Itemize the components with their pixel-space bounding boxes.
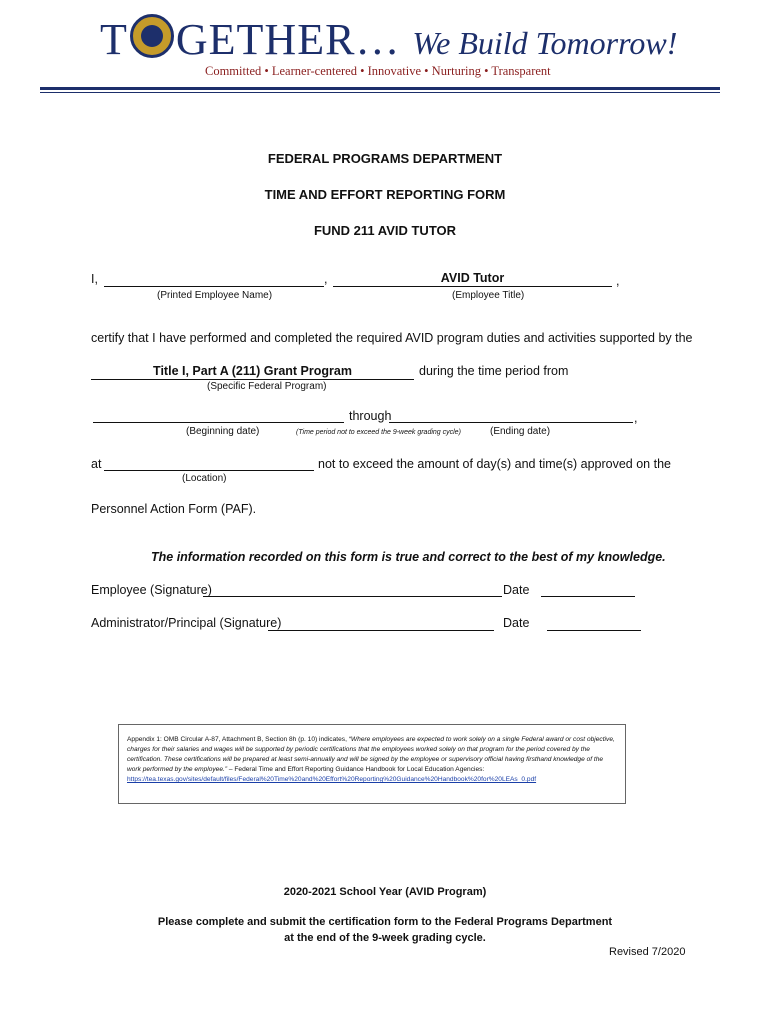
instruction-line-1: Please complete and submit the certification form to the Federal Programs Department bbox=[157, 916, 613, 928]
appendix-tail: – Federal Time and Effort Reporting Guidance Handbook for Local Education Agencies: bbox=[227, 766, 485, 773]
i-prefix: I, bbox=[91, 272, 98, 286]
banner-values: Committed • Learner-centered • Innovative • Nurturing • Transparent bbox=[205, 64, 551, 78]
ending-date-label: (Ending date) bbox=[490, 426, 551, 437]
banner-title-left: T bbox=[100, 15, 128, 64]
form-title: TIME AND EFFORT REPORTING FORM bbox=[264, 187, 506, 202]
appendix-lead: Appendix 1: OMB Circular A-87, Attachment B, Section 8h (p. 10) indicates, bbox=[127, 736, 349, 743]
through-text: through bbox=[349, 409, 392, 423]
banner-divider bbox=[40, 87, 720, 90]
banner-divider-thin bbox=[40, 92, 720, 93]
certify-text: certify that I have performed and completed the required AVID program duties and activities supported by the bbox=[91, 331, 693, 345]
employee-title-field[interactable]: AVID Tutor bbox=[333, 271, 612, 287]
paf-text: Personnel Action Form (PAF). bbox=[91, 502, 257, 516]
employee-signature-label: Employee (Signature) bbox=[91, 583, 212, 597]
beginning-date-label: (Beginning date) bbox=[186, 426, 260, 437]
employee-signature-field[interactable] bbox=[203, 596, 502, 597]
program-after-text: during the time period from bbox=[419, 364, 569, 378]
employee-name-field[interactable] bbox=[104, 286, 324, 287]
appendix-quote: “Where employees are expected to work solely on a single Federal award or cost objective, charges for their salaries and wages will be supported by periodic certifications that the employees worked solely on that program for the period covered by the certification. These certifications will be prepared at least semi-annually and will be signed by the employee or supervisory official having firsthand knowledge of the work performed by the employee.” bbox=[127, 736, 615, 773]
admin-date-field[interactable] bbox=[547, 630, 641, 631]
admin-signature-field[interactable] bbox=[268, 630, 494, 631]
beginning-date-field[interactable] bbox=[93, 422, 344, 423]
at-prefix: at bbox=[91, 457, 102, 471]
employee-name-label: (Printed Employee Name) bbox=[157, 290, 273, 301]
school-year: 2020-2021 School Year (AVID Program) bbox=[283, 886, 487, 898]
employee-date-field[interactable] bbox=[541, 596, 635, 597]
guidance-handbook-link[interactable]: https://tea.texas.gov/sites/default/files/Federal%20Time%20and%20Effort%20Reporting%20Guidance%20Handbook%20for%20LEAs_0.pdf bbox=[127, 776, 537, 783]
federal-program-field[interactable]: Title I, Part A (211) Grant Program bbox=[91, 364, 414, 380]
program-label: (Specific Federal Program) bbox=[207, 381, 327, 392]
district-banner-logo bbox=[100, 14, 677, 69]
certification-statement: The information recorded on this form is true and correct to the best of my knowledge. bbox=[151, 550, 666, 564]
instruction-line-2: at the end of the 9-week grading cycle. bbox=[284, 932, 486, 944]
period-note: (Time period not to exceed the 9-week grading cycle) bbox=[296, 429, 461, 436]
revised-date: Revised 7/2020 bbox=[609, 946, 686, 958]
banner-slogan: We Build Tomorrow! bbox=[412, 25, 678, 61]
district-seal-icon bbox=[130, 14, 174, 58]
admin-signature-label: Administrator/Principal (Signature) bbox=[91, 616, 282, 630]
employee-title-label: (Employee Title) bbox=[452, 290, 525, 301]
comma: , bbox=[324, 272, 328, 286]
location-label: (Location) bbox=[182, 473, 227, 484]
ending-date-field[interactable] bbox=[389, 422, 633, 423]
date-label: Date bbox=[503, 583, 530, 597]
comma: , bbox=[634, 411, 638, 425]
banner-title-right: GETHER… bbox=[175, 15, 401, 64]
fund-heading: FUND 211 AVID TUTOR bbox=[313, 223, 457, 238]
date-label: Date bbox=[503, 616, 530, 630]
location-after-text: not to exceed the amount of day(s) and time(s) approved on the bbox=[318, 457, 671, 471]
comma: , bbox=[616, 274, 620, 288]
department-heading: FEDERAL PROGRAMS DEPARTMENT bbox=[267, 151, 503, 166]
appendix-box bbox=[118, 724, 626, 804]
location-field[interactable] bbox=[104, 470, 314, 471]
